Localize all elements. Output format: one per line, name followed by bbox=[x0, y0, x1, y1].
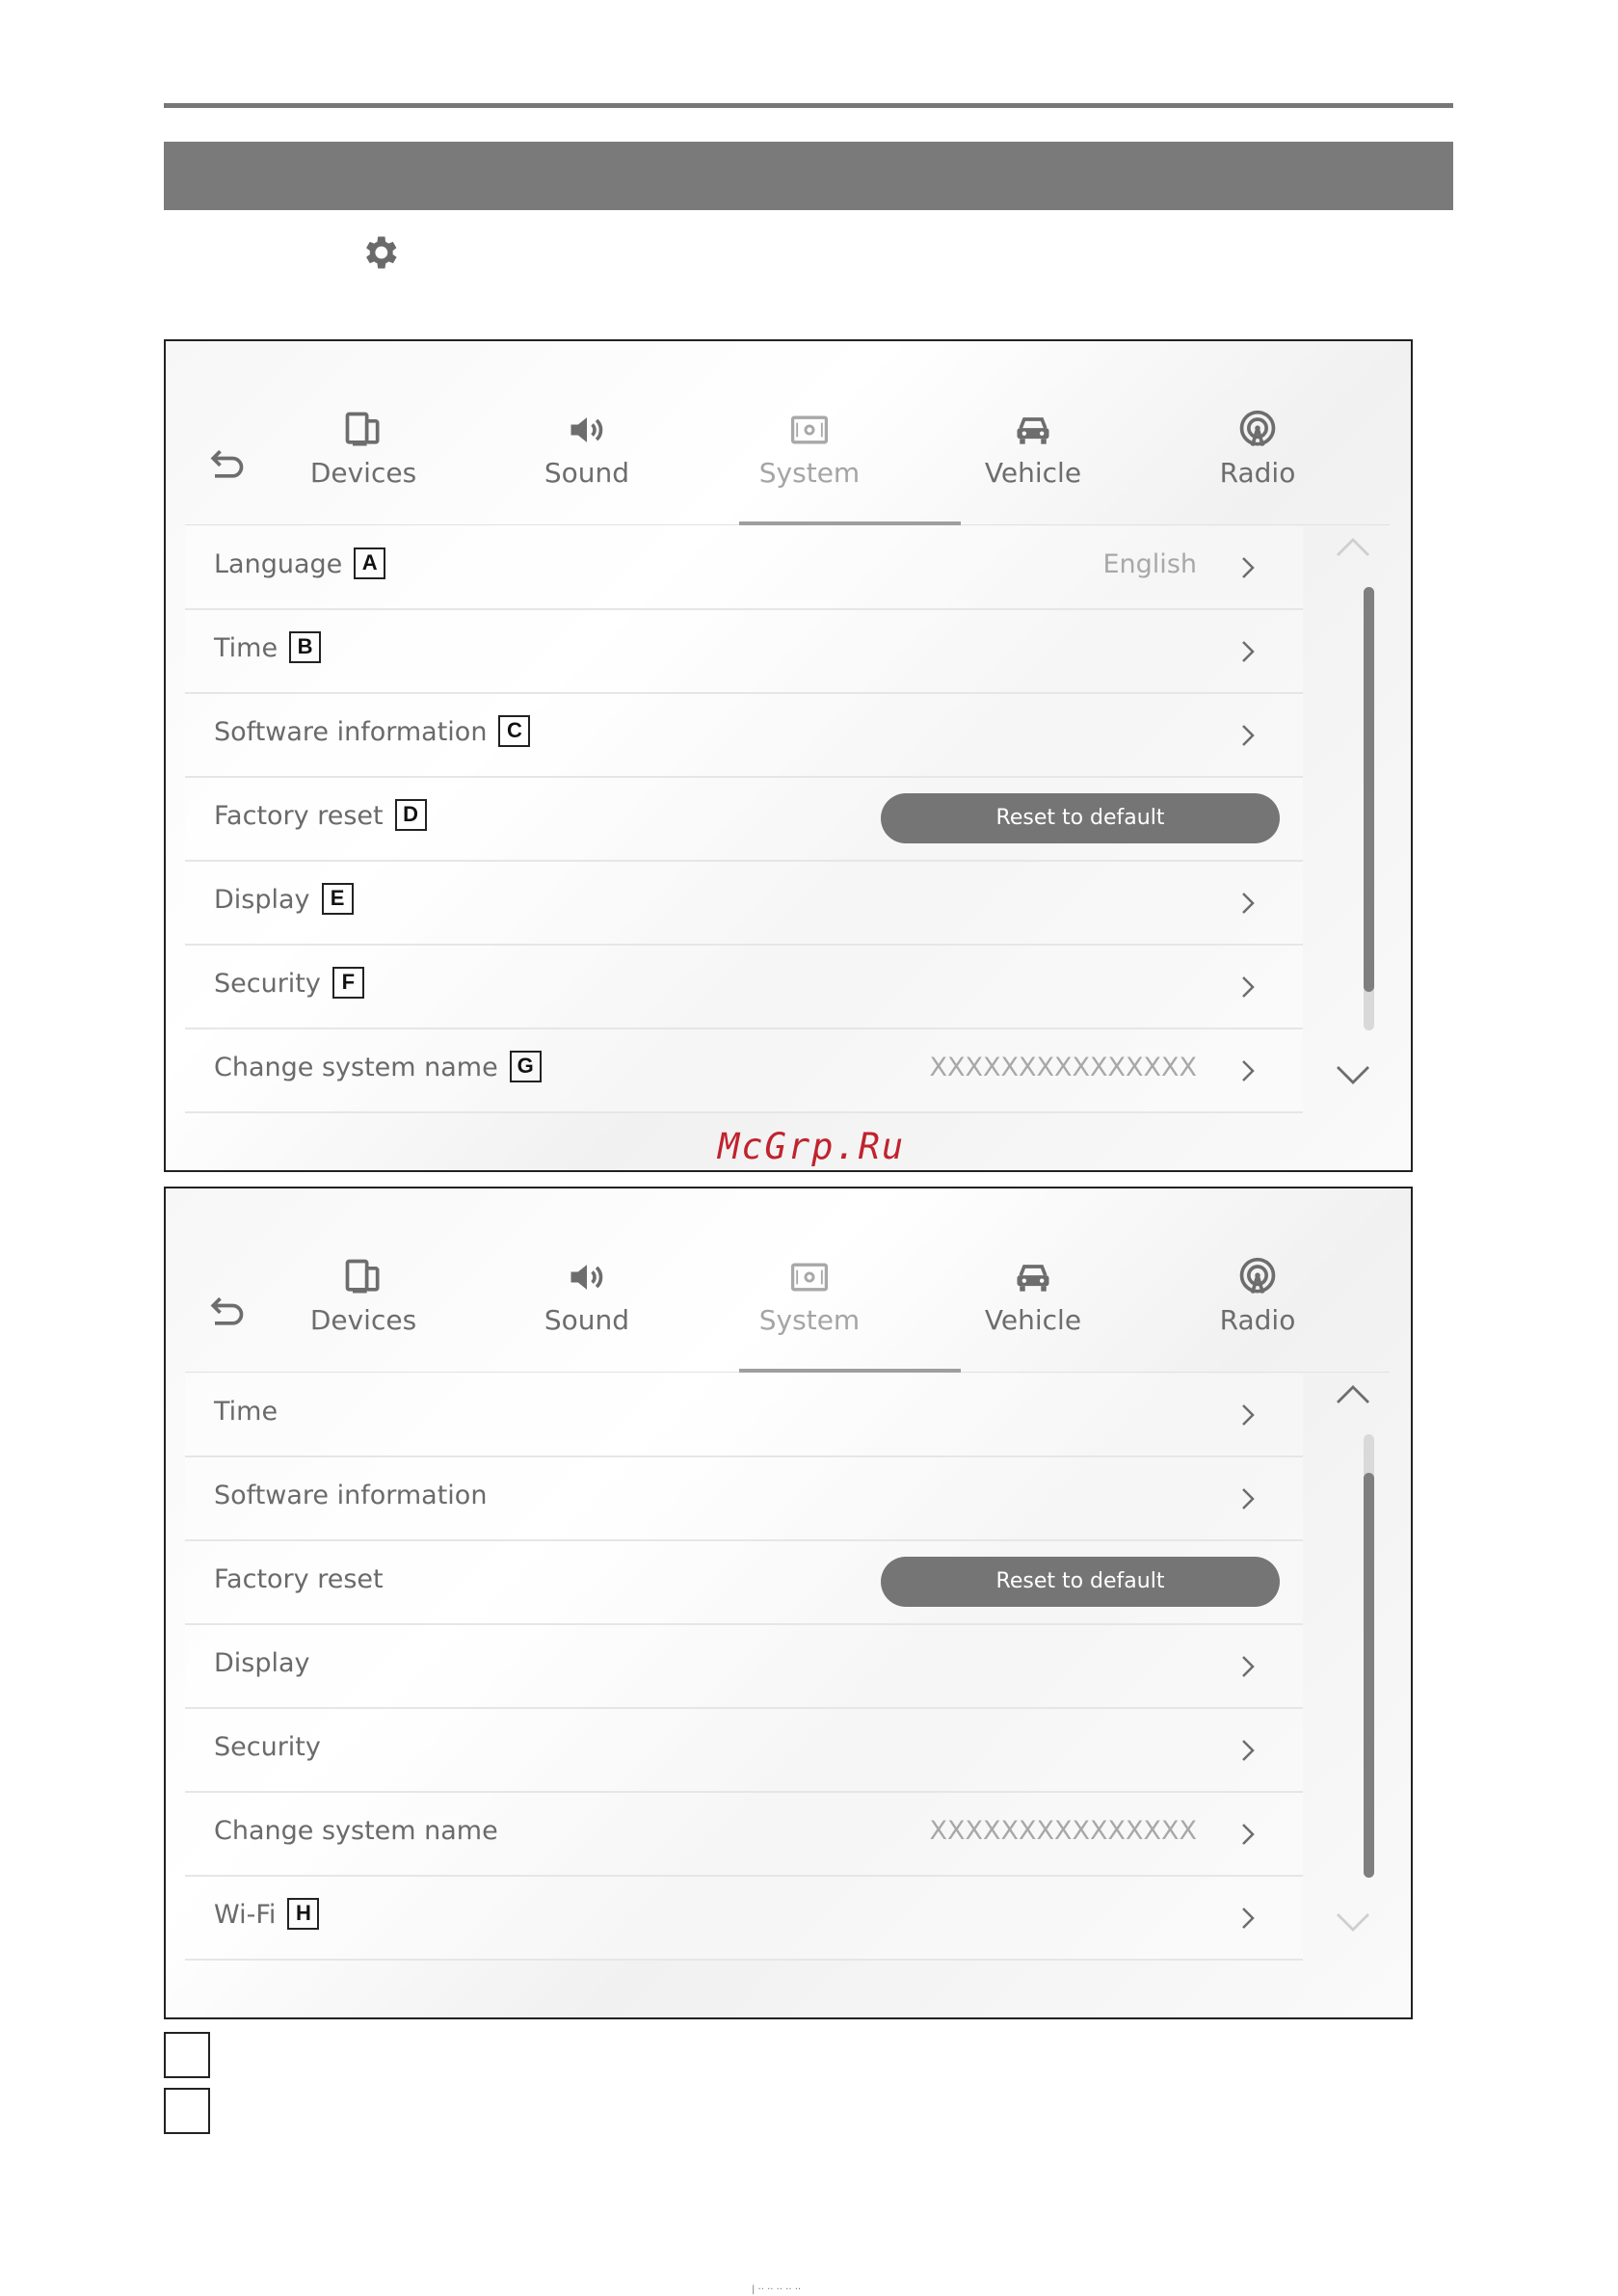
chevron-right-icon bbox=[1235, 1736, 1260, 1765]
tab-devices[interactable] bbox=[252, 1256, 474, 1372]
legend-box-1 bbox=[164, 2032, 210, 2078]
active-tab-indicator bbox=[739, 1369, 961, 1373]
settings-row-software-information[interactable] bbox=[185, 694, 1303, 778]
settings-row-factory-reset[interactable] bbox=[185, 1541, 1303, 1625]
settings-screen-1 bbox=[164, 339, 1413, 1172]
reset-to-default-button[interactable]: Reset to default bbox=[881, 1557, 1280, 1607]
chevron-right-icon bbox=[1235, 1652, 1260, 1681]
tab-label: Sound bbox=[544, 457, 630, 489]
tab-system[interactable] bbox=[699, 1256, 920, 1372]
callout-marker: D bbox=[395, 799, 427, 831]
scrollbar-thumb[interactable] bbox=[1364, 1473, 1374, 1878]
chevron-right-icon bbox=[1235, 721, 1260, 750]
tab-radio[interactable] bbox=[1147, 409, 1368, 524]
tab-label: System bbox=[758, 1304, 861, 1336]
settings-row-software-information[interactable] bbox=[185, 1457, 1303, 1541]
section-header-bar bbox=[164, 142, 1453, 210]
tab-label: Vehicle bbox=[984, 457, 1082, 489]
tab-label: Devices bbox=[309, 457, 417, 489]
row-label: Factory reset D bbox=[214, 801, 427, 833]
tab-devices[interactable] bbox=[252, 409, 474, 524]
tab-vehicle[interactable] bbox=[922, 1256, 1144, 1372]
settings-row-time[interactable] bbox=[185, 1374, 1303, 1457]
chevron-right-icon bbox=[1235, 1401, 1260, 1429]
tab-sound[interactable] bbox=[476, 1256, 698, 1372]
callout-marker: H bbox=[287, 1898, 319, 1930]
row-label: Display E bbox=[214, 885, 354, 917]
callout-marker: A bbox=[354, 547, 385, 579]
system-icon bbox=[788, 409, 831, 451]
gear-icon bbox=[358, 231, 401, 274]
callout-marker: E bbox=[322, 883, 354, 915]
reset-to-default-button[interactable]: Reset to default bbox=[881, 793, 1280, 843]
radio-icon bbox=[1236, 409, 1279, 451]
settings-row-wi-fi[interactable] bbox=[185, 1877, 1303, 1961]
speaker-icon bbox=[566, 409, 608, 451]
chevron-right-icon bbox=[1235, 973, 1260, 1001]
back-arrow-icon[interactable] bbox=[204, 442, 247, 485]
scroll-down-icon[interactable] bbox=[1334, 1059, 1372, 1088]
car-icon bbox=[1012, 409, 1054, 451]
tab-label: Sound bbox=[544, 1304, 630, 1336]
scroll-up-icon[interactable] bbox=[1334, 1381, 1372, 1410]
callout-marker: B bbox=[289, 631, 321, 663]
row-label: Wi-Fi H bbox=[214, 1900, 319, 1932]
scroll-down-icon[interactable] bbox=[1334, 1907, 1372, 1936]
row-value: XXXXXXXXXXXXXXX bbox=[929, 1816, 1197, 1846]
row-label: Factory reset bbox=[214, 1564, 384, 1594]
chevron-right-icon bbox=[1235, 1904, 1260, 1933]
settings-list bbox=[185, 526, 1303, 1113]
phone-icon bbox=[342, 1256, 385, 1298]
phone-icon bbox=[342, 409, 385, 451]
settings-screen-2 bbox=[164, 1187, 1413, 2019]
scrollbar-thumb[interactable] bbox=[1364, 587, 1374, 992]
scroll-up-icon[interactable] bbox=[1334, 534, 1372, 563]
chevron-right-icon bbox=[1235, 553, 1260, 582]
callout-marker: G bbox=[510, 1051, 542, 1082]
watermark: McGrp.Ru bbox=[718, 1126, 906, 1167]
tab-system[interactable] bbox=[699, 409, 920, 524]
chevron-right-icon bbox=[1235, 1056, 1260, 1085]
row-label: Time B bbox=[214, 633, 321, 665]
tab-label: System bbox=[758, 457, 861, 489]
top-rule bbox=[164, 103, 1453, 108]
row-label: Language A bbox=[214, 549, 385, 581]
settings-row-factory-reset[interactable] bbox=[185, 778, 1303, 862]
settings-row-display[interactable] bbox=[185, 1625, 1303, 1709]
chevron-right-icon bbox=[1235, 637, 1260, 666]
row-value: English bbox=[1102, 549, 1197, 579]
row-label: Software information C bbox=[214, 717, 530, 749]
row-value: XXXXXXXXXXXXXXX bbox=[929, 1053, 1197, 1082]
row-label: Software information bbox=[214, 1481, 488, 1510]
row-label: Change system name bbox=[214, 1816, 498, 1846]
settings-row-security[interactable] bbox=[185, 1709, 1303, 1793]
radio-icon bbox=[1236, 1256, 1279, 1298]
settings-list bbox=[185, 1374, 1303, 1961]
speaker-icon bbox=[566, 1256, 608, 1298]
tab-label: Radio bbox=[1219, 1304, 1296, 1336]
row-label: Security F bbox=[214, 969, 364, 1001]
row-label: Security bbox=[214, 1732, 321, 1762]
tab-label: Devices bbox=[309, 1304, 417, 1336]
tab-vehicle[interactable] bbox=[922, 409, 1144, 524]
chevron-right-icon bbox=[1235, 1820, 1260, 1849]
callout-marker: C bbox=[498, 715, 530, 747]
footer-text: | ·· ·· ·· ·· ·· bbox=[752, 2284, 802, 2295]
system-icon bbox=[788, 1256, 831, 1298]
settings-row-time[interactable] bbox=[185, 610, 1303, 694]
legend-box-2 bbox=[164, 2088, 210, 2134]
chevron-right-icon bbox=[1235, 889, 1260, 918]
active-tab-indicator bbox=[739, 521, 961, 525]
chevron-right-icon bbox=[1235, 1484, 1260, 1513]
car-icon bbox=[1012, 1256, 1054, 1298]
row-label: Display bbox=[214, 1648, 310, 1678]
settings-row-change-system-name[interactable] bbox=[185, 1793, 1303, 1877]
settings-row-display[interactable] bbox=[185, 862, 1303, 946]
tab-label: Radio bbox=[1219, 457, 1296, 489]
row-label: Time bbox=[214, 1397, 279, 1427]
tab-label: Vehicle bbox=[984, 1304, 1082, 1336]
tab-radio[interactable] bbox=[1147, 1256, 1368, 1372]
tab-sound[interactable] bbox=[476, 409, 698, 524]
row-label: Change system name G bbox=[214, 1053, 542, 1084]
settings-row-change-system-name[interactable] bbox=[185, 1029, 1303, 1113]
settings-row-security[interactable] bbox=[185, 946, 1303, 1029]
settings-row-language[interactable] bbox=[185, 526, 1303, 610]
back-arrow-icon[interactable] bbox=[204, 1290, 247, 1332]
callout-marker: F bbox=[332, 967, 364, 999]
